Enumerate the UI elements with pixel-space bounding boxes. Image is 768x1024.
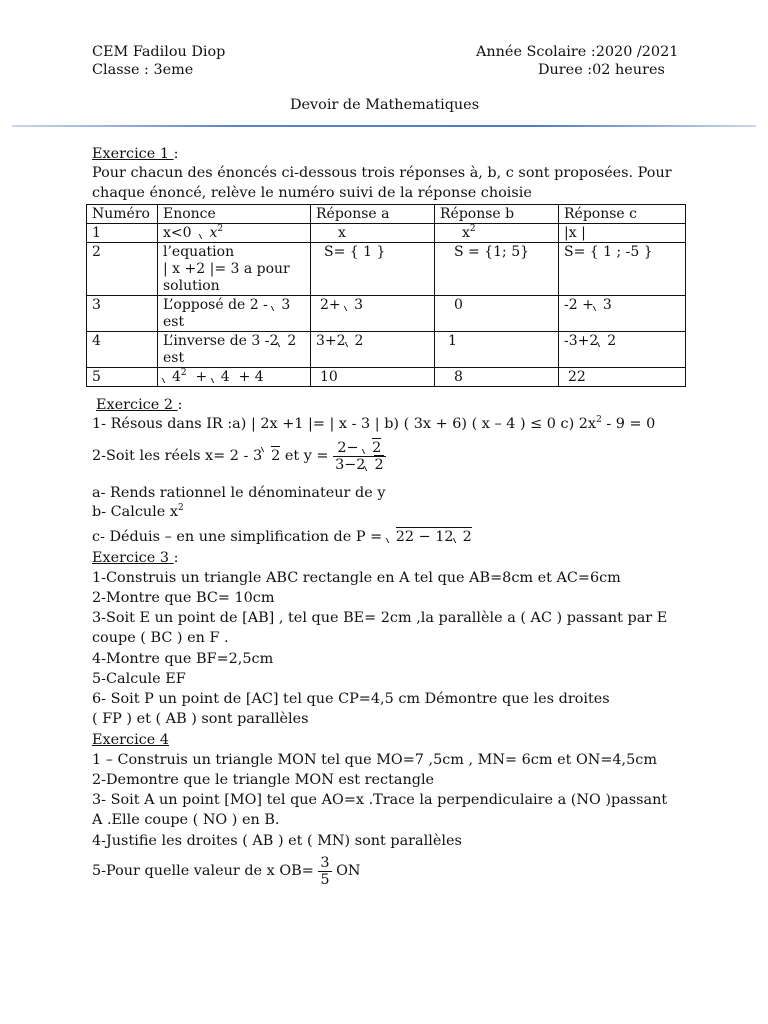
row-number: 4 [87,332,158,368]
answer-c-cell: -3+2 2 [559,332,686,368]
sqrt-symbol: 2 [363,440,381,456]
column-header: Réponse c [559,205,686,224]
answer-c-cell: 22 [559,368,686,387]
exercise-2-heading: Exercice 2 : [96,397,183,413]
header-divider [12,125,756,127]
statement-cell: L’opposé de 2 - 3 est [158,296,311,332]
statement-cell: l’equation | x +2 |= 3 a pour solution [158,243,311,296]
sqrt-symbol: 3 [272,297,290,314]
sqrt-symbol: 2 [346,333,364,350]
exercise-3-line: 3-Soit E un point de [AB] , tel que BE= 2cm ,la parallèle a ( AC ) passant par E [92,610,668,626]
table-row [87,368,686,387]
answer-a-cell: S= { 1 } [311,243,435,296]
answer-a-cell: 3+2 2 [311,332,435,368]
document-title: Devoir de Mathematiques [290,97,480,113]
answer-c-cell: |x | [559,224,686,243]
sqrt-symbol: 2 [262,438,280,474]
exercise-3-line: ( FP ) et ( AB ) sont parallèles [92,711,309,727]
statement-cell: x<0 $x^2$ [158,224,311,243]
exercise-1-intro-line-1: Pour chacun des énoncés ci-dessous trois réponses à, b, c sont proposées. Pour [92,165,672,181]
table-row [87,332,686,368]
exercise-2-question-c: c- Déduis – en une simplification de P = 22 − 12 2 [92,529,472,545]
exercise-4-line: 1 – Construis un triangle MON tel que MO=7 ,5cm , MN= 6cm et ON=4,5cm [92,752,657,768]
exercise-4-line: 3- Soit A un point [MO] tel que AO=x .Trace la perpendiculaire a (NO )passant [92,792,668,808]
exercise-4-line: 4-Justifie les droites ( AB ) et ( MN) sont parallèles [92,833,462,849]
table-row [87,296,686,332]
statement-cell: L’inverse de 3 -2 2 est [158,332,311,368]
sqrt-symbol: 22 − 12 2 [387,529,472,546]
row-number: 3 [87,296,158,332]
exercise-3-line: 1-Construis un triangle ABC rectangle en A tel que AB=8cm et AC=6cm [92,570,621,586]
exercise-1-intro-line-2: chaque énoncé, relève le numéro suivi de la réponse choisie [92,185,532,201]
exercise-1-heading: Exercice 1 : [92,146,179,162]
answer-a-cell: 10 [311,368,435,387]
sqrt-symbol: 3 [345,297,363,314]
sqrt-symbol: $4^2$ [163,369,187,386]
fraction-three-fifths: $\frac{3}{5}$ [320,854,330,888]
statement-cell: $4^2 + 4 + 4$ [158,368,311,387]
row-number: 5 [87,368,158,387]
column-header: Numéro [87,205,158,224]
exam-duration: Duree :02 heures [538,62,665,78]
exercise-3-heading: Exercice 3 : [92,550,179,566]
exercise-2-question-2: 2-Soit les réels x= 2 - 3 2 et y = $\frac{2- 2}{3-2 2}$ [92,439,384,473]
exercise-4-line: 2-Demontre que le triangle MON est rectangle [92,772,435,788]
sqrt-symbol: 3 [594,297,612,314]
sqrt-symbol: 2 [598,333,616,350]
table-header-row [87,205,686,224]
exercise-2-question-1: 1- Résous dans IR :a) | 2x +1 |= | x - 3 | b) ( 3x + 6) ( x – 4 ) ≤ 0 c) $2x^2 - 9 = 0$ [92,415,656,432]
exercise-4-heading: Exercice 4 [92,732,169,748]
answer-a-cell: x [311,224,435,243]
exercise-3-line: coupe ( BC ) en F . [92,630,229,646]
table-row [87,243,686,296]
sqrt-symbol: $x^2$ [200,225,223,242]
answer-b-cell: 0 [435,296,559,332]
sqrt-symbol: 2 [454,529,472,546]
answer-c-cell: -2 + 3 [559,296,686,332]
class-label: Classe : 3eme [92,62,194,78]
exercise-2-question-b: b- Calcule $x^2$ [92,503,184,520]
sqrt-symbol: 2 [278,333,296,350]
row-number: 2 [87,243,158,296]
exercise-4-question-5: 5-Pour quelle valeur de x OB= $\frac{3}{5}$ ON [92,854,361,888]
sqrt-symbol: 4 [212,369,230,386]
row-number: 1 [87,224,158,243]
answer-a-cell: 2+ 3 [311,296,435,332]
answer-b-cell: 1 [435,332,559,368]
answer-b-cell: 8 [435,368,559,387]
exercise-3-line: 4-Montre que BF=2,5cm [92,651,274,667]
sqrt-symbol: 2 [365,457,383,473]
exercise-3-line: 6- Soit P un point de [AC] tel que CP=4,5 cm Démontre que les droites [92,691,610,707]
exercise-4-line: A .Elle coupe ( NO ) en B. [92,812,280,828]
answer-c-cell: S= { 1 ; -5 } [559,243,686,296]
exercise-3-line: 5-Calcule EF [92,671,186,687]
column-header: Enonce [158,205,311,224]
answer-b-cell: $x^2$ [435,224,559,243]
table-row [87,224,686,243]
answer-b-cell: S = {1; 5} [435,243,559,296]
qcm-table [86,204,686,387]
school-year: Année Scolaire :2020 /2021 [476,44,679,60]
exercise-3-line: 2-Montre que BC= 10cm [92,590,275,606]
column-header: Réponse a [311,205,435,224]
fraction-y: $\frac{2- 2}{3-2 2}$ [335,439,384,473]
school-name: CEM Fadilou Diop [92,44,226,60]
exercise-2-question-a: a- Rends rationnel le dénominateur de y [92,485,386,501]
column-header: Réponse b [435,205,559,224]
